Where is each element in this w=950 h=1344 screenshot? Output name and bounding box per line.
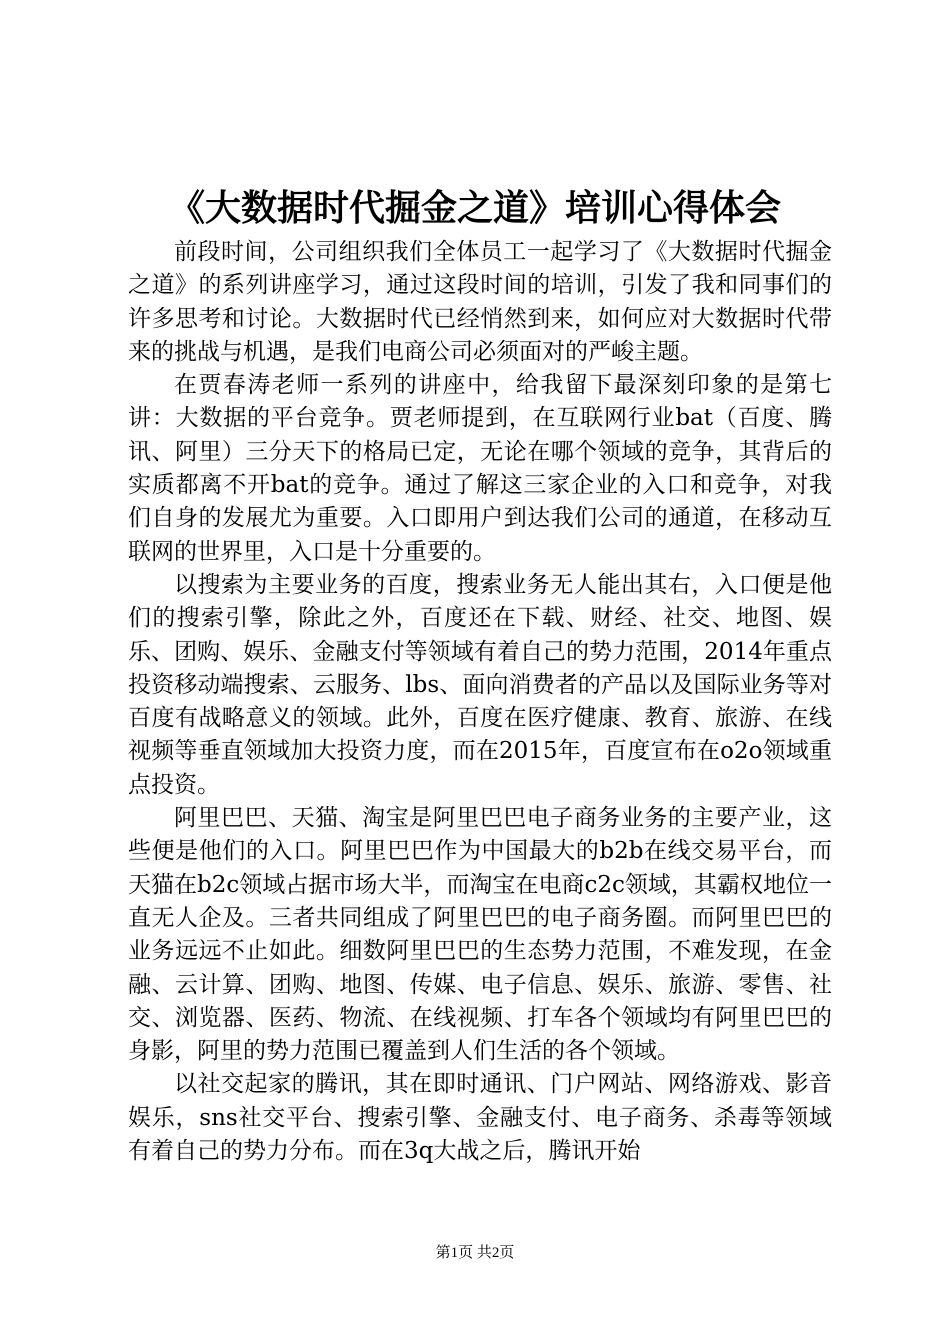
document-body (128, 236, 832, 1168)
paragraph: 阿里巴巴、天猫、淘宝是阿里巴巴电子商务业务的主要产业，这些便是他们的入口。阿里巴巴作为中国最大的b2b在线交易平台，而天猫在b2c领域占据市场大半，而淘宝在电商c2c领域，其霸权地位一直无人企及。三者共同组成了阿里巴巴的电子商务圈。而阿里巴巴的业务远远不止如此。细数阿里巴巴的生态势力范围，不难发现，在金融、云计算、团购、地图、传媒、电子信息、娱乐、旅游、零售、社交、浏览器、医药、物流、在线视频、打车各个领域均有阿里巴巴的身影，阿里的势力范围已覆盖到人们生活的各个领域。 (128, 805, 832, 1065)
paragraph: 以社交起家的腾讯，其在即时通讯、门户网站、网络游戏、影音娱乐，sns社交平台、搜索引擎、金融支付、电子商务、杀毒等领域有着自己的势力分布。而在3q大战之后，腾讯开始 (128, 1071, 832, 1165)
document-title: 《大数据时代掘金之道》培训心得体会 (168, 187, 781, 229)
page-number-footer: 第1页 共2页 (435, 1245, 515, 1261)
paragraph: 在贾春涛老师一系列的讲座中，给我留下最深刻印象的是第七讲：大数据的平台竞争。贾老师提到，在互联网行业bat（百度、腾讯、阿里）三分天下的格局已定，无论在哪个领域的竞争，其背后的实质都离不开bat的竞争。通过了解这三家企业的入口和竞争，对我们自身的发展尤为重要。入口即用户到达我们公司的通道，在移动互联网的世界里，入口是十分重要的。 (128, 372, 832, 565)
paragraph: 前段时间，公司组织我们全体员工一起学习了《大数据时代掘金之道》的系列讲座学习，通过这段时间的培训，引发了我和同事们的许多思考和讨论。大数据时代已经悄然到来，如何应对大数据时代带来的挑战与机遇，是我们电商公司必须面对的严峻主题。 (128, 239, 832, 365)
paragraph: 以搜索为主要业务的百度，搜索业务无人能出其右，入口便是他们的搜索引擎，除此之外，百度还在下载、财经、社交、地图、娱乐、团购、娱乐、金融支付等领域有着自己的势力范围，2014年重点投资移动端搜索、云服务、lbs、面向消费者的产品以及国际业务等对百度有战略意义的领域。此外，百度在医疗健康、教育、旅游、在线视频等垂直领域加大投资力度，而在2015年，百度宣布在o2o领域重点投资。 (128, 571, 832, 798)
